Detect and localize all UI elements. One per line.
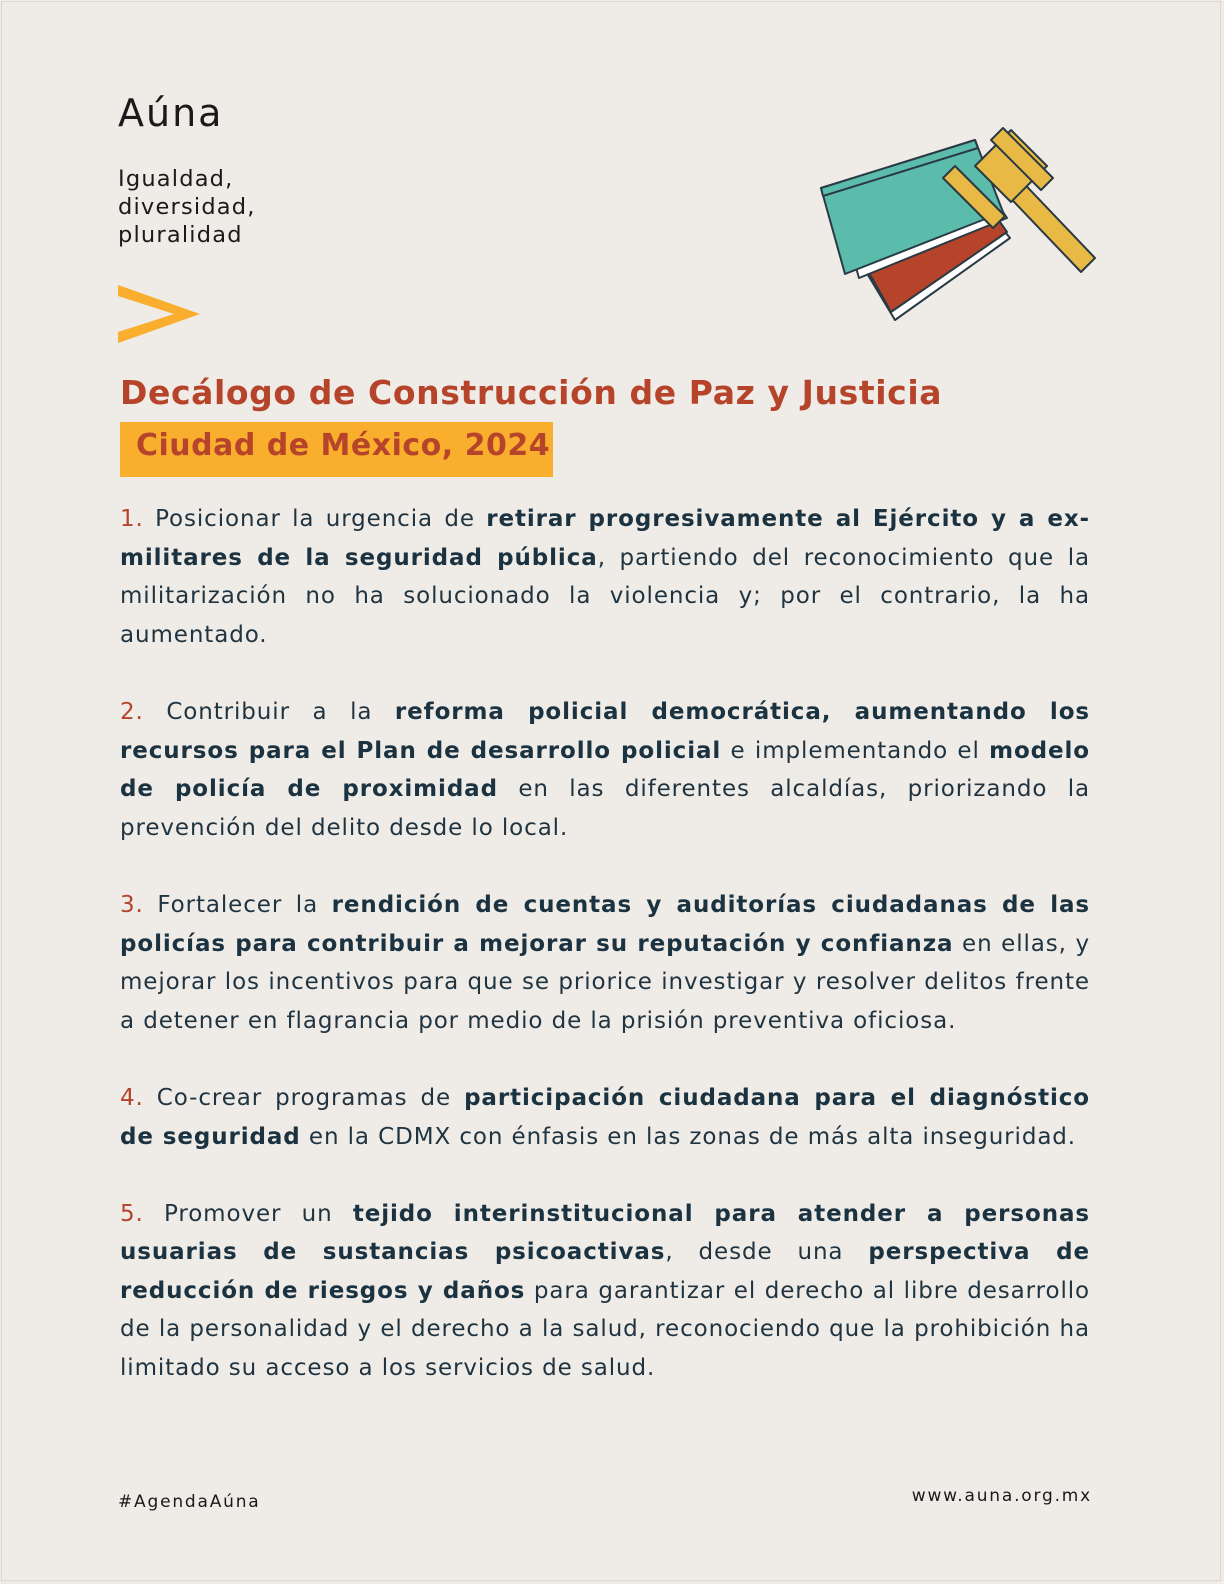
item-number: 5. — [120, 1200, 144, 1227]
footer-website-link[interactable]: www.auna.org.mx — [911, 1486, 1092, 1506]
item-text: , desde una — [665, 1239, 869, 1266]
item-highlight: participación ciudadana para el diagnóstico de seguridad — [120, 1084, 1090, 1150]
item-text: e implementando el — [721, 737, 990, 764]
item-text: Fortalecer la — [143, 891, 332, 918]
chevron-right-icon — [118, 285, 200, 345]
item-text: en la CDMX con énfasis en las zonas de más alta inseguridad. — [300, 1123, 1077, 1150]
list-item — [120, 500, 1090, 654]
item-highlight: reforma policial democrática, aumentando los recursos para el Plan de desarrollo policial — [120, 698, 1090, 764]
item-text: Posicionar la urgencia de — [143, 506, 487, 532]
item-number: 2. — [120, 698, 144, 725]
item-highlight: perspectiva de reducción de riesgos y daños — [120, 1239, 1091, 1304]
item-highlight: retirar progresivamente al Ejército y a ex-militares de la seguridad pública — [120, 506, 1091, 571]
list-item — [120, 1079, 1090, 1156]
brand-logo: Aúna — [118, 91, 224, 135]
page-subtitle: Ciudad de México, 2024 — [136, 428, 551, 463]
item-text: , partiendo del reconocimiento que la militarización no ha solucionado la violencia y; por el contrario, la ha aumentado. — [120, 544, 1090, 648]
tagline-line: Igualdad, — [118, 166, 234, 192]
page-title: Decálogo de Construcción de Paz y Justicia — [120, 373, 943, 412]
item-text: en ellas, y mejorar los incentivos para que se priorice investigar y resolver delitos frente a detener en flagrancia por medio de la prisión preventiva oficiosa. — [120, 930, 1090, 1034]
item-text: Promover un — [143, 1200, 353, 1227]
item-text: Co-crear programas de — [143, 1084, 465, 1111]
item-text: para garantizar el derecho al libre desarrollo de la personalidad y el derecho a la salud, reconociendo que la prohibición ha limitado su acceso a los servicios de salud. — [120, 1277, 1090, 1382]
decalogue-list — [120, 500, 1090, 1426]
item-number: 4. — [120, 1084, 144, 1111]
item-text: en las diferentes alcaldías, priorizando la prevención del delito desde lo local. — [120, 776, 1090, 841]
item-number: 1. — [120, 506, 144, 532]
item-text: Contribuir a la — [143, 698, 395, 725]
tagline-line: diversidad, — [118, 194, 256, 220]
footer-hashtag: #AgendaAúna — [118, 1492, 261, 1512]
item-highlight: modelo de policía de proximidad — [120, 737, 1090, 803]
brand-tagline — [118, 165, 256, 249]
tagline-line: pluralidad — [118, 222, 243, 248]
list-item — [120, 1195, 1090, 1388]
item-number: 3. — [120, 891, 144, 918]
item-highlight: rendición de cuentas y auditorías ciudadanas de las policías para contribuir a mejorar su reputación y confianza — [120, 891, 1090, 957]
books-and-gavel-icon — [815, 120, 1105, 330]
item-highlight: tejido interinstitucional para atender a personas usuarias de sustancias psicoactivas — [120, 1200, 1090, 1266]
list-item — [120, 693, 1090, 847]
list-item — [120, 886, 1090, 1040]
